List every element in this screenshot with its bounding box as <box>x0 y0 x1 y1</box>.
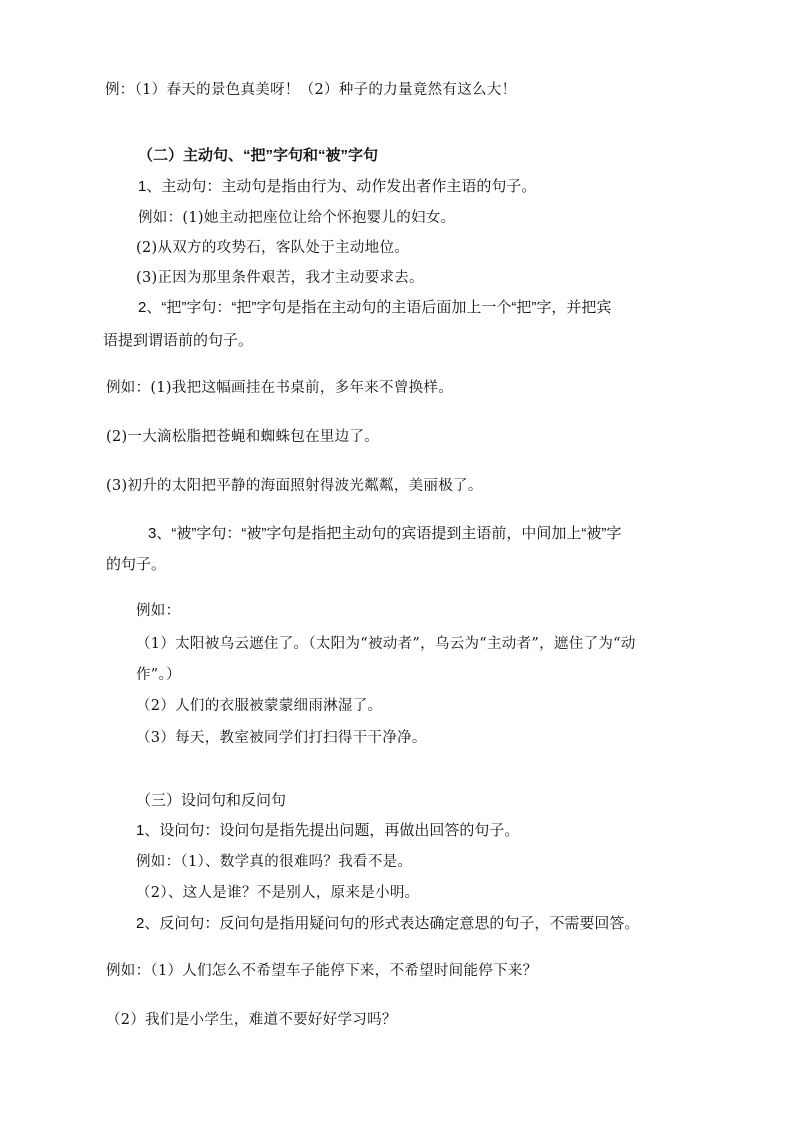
section-2-heading: （二）主动句、“把”字句和“被”字句 <box>138 147 379 164</box>
bei-example-1-line-1: （1）太阳被乌云遮住了。（太阳为“被动者”，乌云为“主动者”，遮住了为“动 <box>136 636 636 652</box>
rhetorical-question-definition: 1、设问句：设问句是指先提出问题，再做出回答的句子。 <box>136 822 520 839</box>
active-example-1: 例如：(1)她主动把座位让给个怀抱婴儿的妇女。 <box>138 210 456 226</box>
bei-example-label: 例如： <box>136 603 181 619</box>
bei-example-2: （2）人们的衣服被蒙蒙细雨淋湿了。 <box>136 698 383 714</box>
active-sentence-definition: 1、主动句：主动句是指由行为、动作发出者作主语的句子。 <box>138 178 537 195</box>
active-example-3: (3)正因为那里条件艰苦，我才主动要求去。 <box>136 270 424 286</box>
bei-sentence-definition-line-1: 3、“被”字句：“被”字句是指把主动句的宾语提到主语前，中间加上“被”字 <box>148 525 622 542</box>
bei-example-3: （3）每天，教室被同学们打扫得干干净净。 <box>136 730 427 746</box>
counter-question-definition: 2、反问句：反问句是指用疑问句的形式表达确定意思的句子，不需要回答。 <box>136 915 640 932</box>
ba-example-2: (2)一大滴松脂把苍蝇和蜘蛛包在里边了。 <box>106 429 380 445</box>
ba-example-1: 例如：(1)我把这幅画挂在书桌前，多年来不曾换样。 <box>106 380 454 396</box>
rhetorical-question-example-1: 例如：（1）、数学真的很难吗？我看不是。 <box>136 854 413 870</box>
active-example-2: (2)从双方的攻势石，客队处于主动地位。 <box>136 240 410 256</box>
rhetorical-question-example-2: （2）、这人是谁？不是别人，原来是小明。 <box>136 885 420 901</box>
ba-example-3: (3)初升的太阳把平静的海面照射得波光粼粼，美丽极了。 <box>106 478 483 494</box>
counter-question-example-2: （2）我们是小学生，难道不要好好学习吗？ <box>106 1012 397 1028</box>
ba-sentence-definition-line-1: 2、“把”字句：“把”字句是指在主动句的主语后面加上一个“把”字，并把宾 <box>138 299 612 316</box>
section-3-heading: （三）设问句和反问句 <box>136 792 287 809</box>
intro-example-line: 例：（1）春天的景色真美呀！（2）种子的力量竟然有这么大！ <box>105 82 517 98</box>
counter-question-example-1: 例如：（1）人们怎么不希望车子能停下来，不希望时间能停下来？ <box>106 963 538 979</box>
bei-example-1-line-2: 作”。） <box>136 667 181 683</box>
ba-sentence-definition-line-2: 语提到谓语前的句子。 <box>103 332 254 349</box>
bei-sentence-definition-line-2: 的句子。 <box>106 556 167 573</box>
